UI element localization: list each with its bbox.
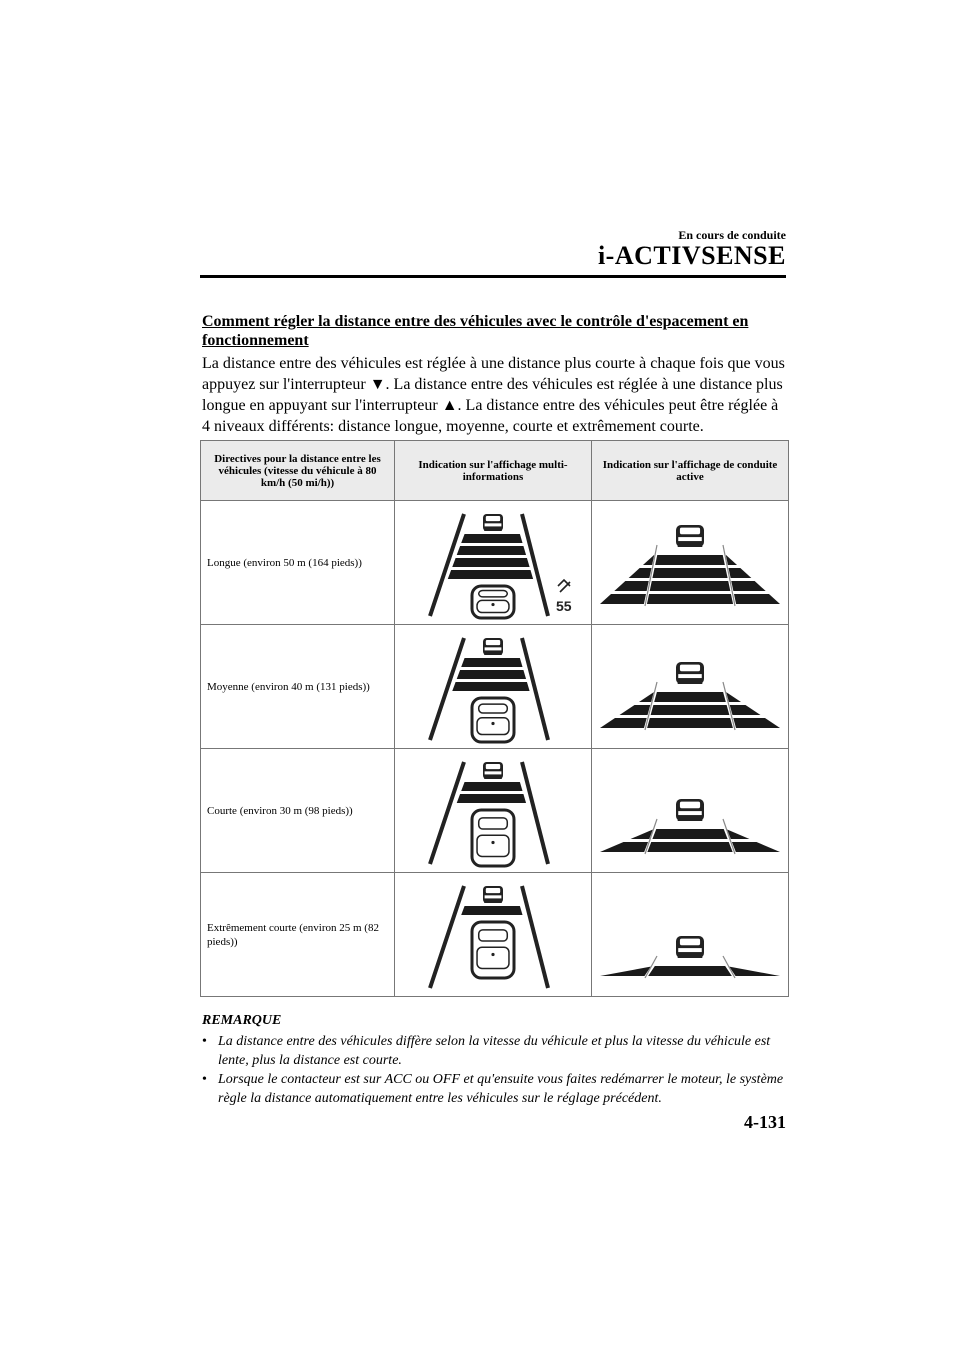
intro-paragraph: La distance entre des véhicules est réglée à une distance plus courte à chaque fois que vous appuyez sur l'interrupteur ▼. La distance entre des véhicules est réglée à une distance plus longue en appuyant sur l'interrupteur ▲. La distance entre des véhicules peut être réglée à 4 niveaux différents: distance longue, moyenne, courte et extrêmement courte. (202, 355, 785, 435)
active-driving-display (592, 625, 789, 749)
distance-bar (629, 568, 752, 578)
distance-bar (448, 570, 533, 579)
distance-bar (614, 581, 765, 591)
active-driving-display (592, 501, 789, 625)
car-rear-icon (483, 886, 503, 903)
car-rear-icon (483, 638, 503, 655)
distance-icon (558, 580, 570, 592)
header-guidelines: Directives pour la distance entre les véhicules (vitesse du véhicule à 80 km/h (50 mi/h)) (201, 441, 395, 501)
header-active-display: Indication sur l'affichage de conduite active (592, 441, 789, 501)
active-display-diagram (595, 504, 785, 622)
table-row (201, 501, 789, 625)
bullet: • (202, 1072, 207, 1087)
own-car-icon (472, 922, 514, 978)
car-rear-icon (676, 525, 704, 547)
table-row (201, 625, 789, 749)
speed-readout: 55 (556, 597, 572, 614)
active-display-diagram (595, 752, 785, 870)
own-car-icon (472, 586, 514, 618)
header-title: i-ACTIVSENSE (597, 241, 786, 270)
distance-bar (452, 682, 529, 691)
own-car-icon (472, 810, 514, 866)
table-row (201, 749, 789, 873)
lane-line-left (430, 886, 464, 988)
multi-info-diagram (398, 504, 588, 622)
row-label: Moyenne (environ 40 m (131 pieds)) (201, 625, 395, 749)
note-title: REMARQUE (202, 1013, 282, 1028)
row-label: Courte (environ 30 m (98 pieds)) (201, 749, 395, 873)
active-display-diagram (595, 876, 785, 994)
lane-line-right (522, 886, 548, 988)
note-text: Lorsque le contacteur est sur ACC ou OFF et qu'ensuite vous faites redémarrer le moteur, le système règle la distance automatiquement entre les véhicules sur le réglage précédent. (218, 1072, 784, 1106)
note-text: La distance entre des véhicules diffère selon la vitesse du véhicule et plus la vitesse du véhicule est lente, plus la distance est courte. (218, 1034, 771, 1068)
distance-bar (600, 718, 780, 728)
header-section: En cours de conduite (678, 228, 786, 242)
car-rear-icon (483, 514, 503, 531)
multi-info-diagram (398, 876, 588, 994)
own-car-icon (472, 698, 514, 742)
distance-bar (461, 658, 522, 667)
table-row (201, 873, 789, 997)
distance-bar (461, 782, 522, 791)
distance-bar (461, 906, 522, 915)
distance-bar (457, 546, 526, 555)
active-driving-display (592, 873, 789, 997)
distance-bar (600, 966, 780, 976)
table-header-row (201, 441, 789, 501)
lane-line-left (430, 762, 464, 864)
car-rear-icon (676, 799, 704, 821)
distance-bar (620, 705, 761, 715)
multi-info-display (395, 501, 592, 625)
row-label: Longue (environ 50 m (164 pieds)) (201, 501, 395, 625)
note-item (200, 1032, 788, 1070)
note-item (200, 1070, 788, 1108)
car-rear-icon (483, 762, 503, 779)
multi-info-diagram (398, 628, 588, 746)
page-number: 4-131 (744, 1112, 786, 1132)
distance-bar (600, 594, 780, 604)
header-rule (200, 275, 786, 278)
distance-bar (461, 534, 522, 543)
distance-bar (457, 670, 526, 679)
bullet: • (202, 1034, 207, 1049)
multi-info-diagram (398, 752, 588, 870)
distance-bar (452, 558, 529, 567)
note-list (200, 1032, 788, 1108)
multi-info-display (395, 749, 592, 873)
distance-bar (457, 794, 526, 803)
distance-bar (631, 829, 750, 839)
distance-bar (600, 842, 780, 852)
car-rear-icon (676, 662, 704, 684)
distance-bar (643, 555, 737, 565)
active-driving-display (592, 749, 789, 873)
lane-line-right (522, 762, 548, 864)
distance-table (200, 440, 789, 997)
car-rear-icon (676, 936, 704, 958)
section-title: Comment régler la distance entre des véhicules avec le contrôle d'espacement en fonctionnement (202, 313, 749, 349)
multi-info-display (395, 625, 592, 749)
row-label: Extrêmement courte (environ 25 m (82 pieds)) (201, 873, 395, 997)
header-multi-info: Indication sur l'affichage multi-informations (395, 441, 592, 501)
multi-info-display (395, 873, 592, 997)
active-display-diagram (595, 628, 785, 746)
